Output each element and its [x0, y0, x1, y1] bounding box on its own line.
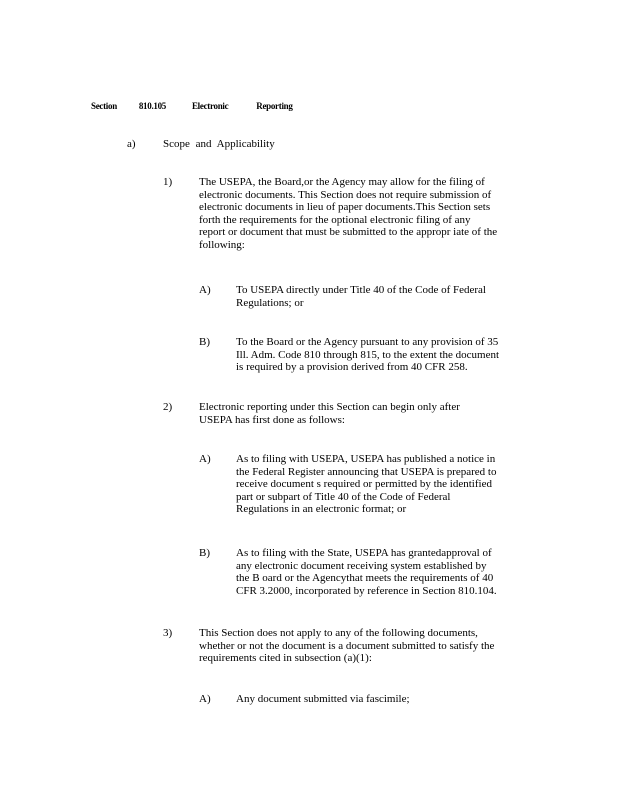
- item-2-A-line: Regulations in an electronic format; or: [236, 503, 407, 516]
- item-1-text: [199, 176, 497, 252]
- item-1-A-line: Regulations; or: [236, 296, 304, 309]
- item-3-label: 3): [163, 627, 173, 639]
- item-1-line: forth the requirements for the optional electronic filing of any: [199, 213, 471, 226]
- section-number: 810.105: [138, 101, 167, 111]
- item-1-line: following:: [199, 238, 245, 251]
- section-title-word2: Reporting: [256, 101, 293, 111]
- item-1-B-text: [236, 336, 499, 374]
- item-3-text: [199, 627, 494, 665]
- item-2-B-line: any electronic document receiving system established by: [236, 559, 487, 572]
- item-1-A-text: [236, 284, 486, 309]
- item-2-A-line: part or subpart of Title 40 of the Code of Federal: [236, 490, 451, 503]
- item-2-label: 2): [163, 401, 173, 413]
- section-heading: [91, 101, 293, 111]
- subsection-a-label: a): [127, 138, 136, 150]
- subsection-a-title: Scope and Applicability: [163, 138, 275, 150]
- item-1-line: electronic documents in lieu of paper documents.This Section sets: [199, 201, 491, 214]
- item-1-label: 1): [163, 176, 173, 188]
- item-2-A-label: A): [199, 453, 211, 465]
- item-1-line: electronic documents. This Section does not require submission of: [199, 188, 492, 201]
- item-2-B-label: B): [199, 547, 210, 559]
- section-title-word1: Electronic: [191, 101, 229, 111]
- item-1-B-label: B): [199, 336, 210, 348]
- item-1-A-line: To USEPA directly under Title 40 of the Code of Federal: [236, 284, 486, 296]
- item-2-B-line: CFR 3.2000, incorporated by reference in Section 810.104.: [236, 584, 497, 597]
- item-2-A-line: As to filing with USEPA, USEPA has published a notice in: [236, 453, 496, 465]
- item-2-line: USEPA has first done as follows:: [199, 413, 345, 426]
- section-word: Section: [91, 101, 117, 111]
- item-3-line: This Section does not apply to any of the following documents,: [199, 627, 478, 639]
- item-2-A-line: the Federal Register announcing that USEPA is prepared to: [236, 465, 497, 478]
- item-2-B-line: As to filing with the State, USEPA has grantedapproval of: [236, 547, 492, 559]
- item-2-A-line: receive document s required or permitted by the identified: [236, 478, 492, 491]
- item-1-B-line: Ill. Adm. Code 810 through 815, to the extent the document: [236, 348, 500, 361]
- item-3-line: whether or not the document is a document submitted to satisfy the: [199, 639, 495, 652]
- item-1-line: The USEPA, the Board,or the Agency may allow for the filing of: [199, 176, 485, 188]
- item-2-text: [199, 401, 460, 426]
- item-2-A-text: [236, 453, 497, 516]
- item-1-A-label: A): [199, 284, 211, 296]
- item-2-B-text: [236, 547, 497, 597]
- item-3-A-text: [236, 693, 410, 706]
- item-2-line: Electronic reporting under this Section can begin only after: [199, 401, 460, 413]
- item-1-B-line: To the Board or the Agency pursuant to any provision of 35: [236, 336, 499, 348]
- item-1-line: report or document that must be submitted to the appropr iate of the: [199, 226, 498, 239]
- item-3-A-line: Any document submitted via fascimile;: [236, 693, 410, 705]
- item-1-B-line: is required by a provision derived from 40 CFR 258.: [236, 361, 468, 374]
- item-3-A-label: A): [199, 693, 211, 705]
- item-2-B-line: the B oard or the Agencythat meets the requirements of 40: [236, 572, 494, 585]
- item-3-line: requirements cited in subsection (a)(1):: [199, 652, 372, 665]
